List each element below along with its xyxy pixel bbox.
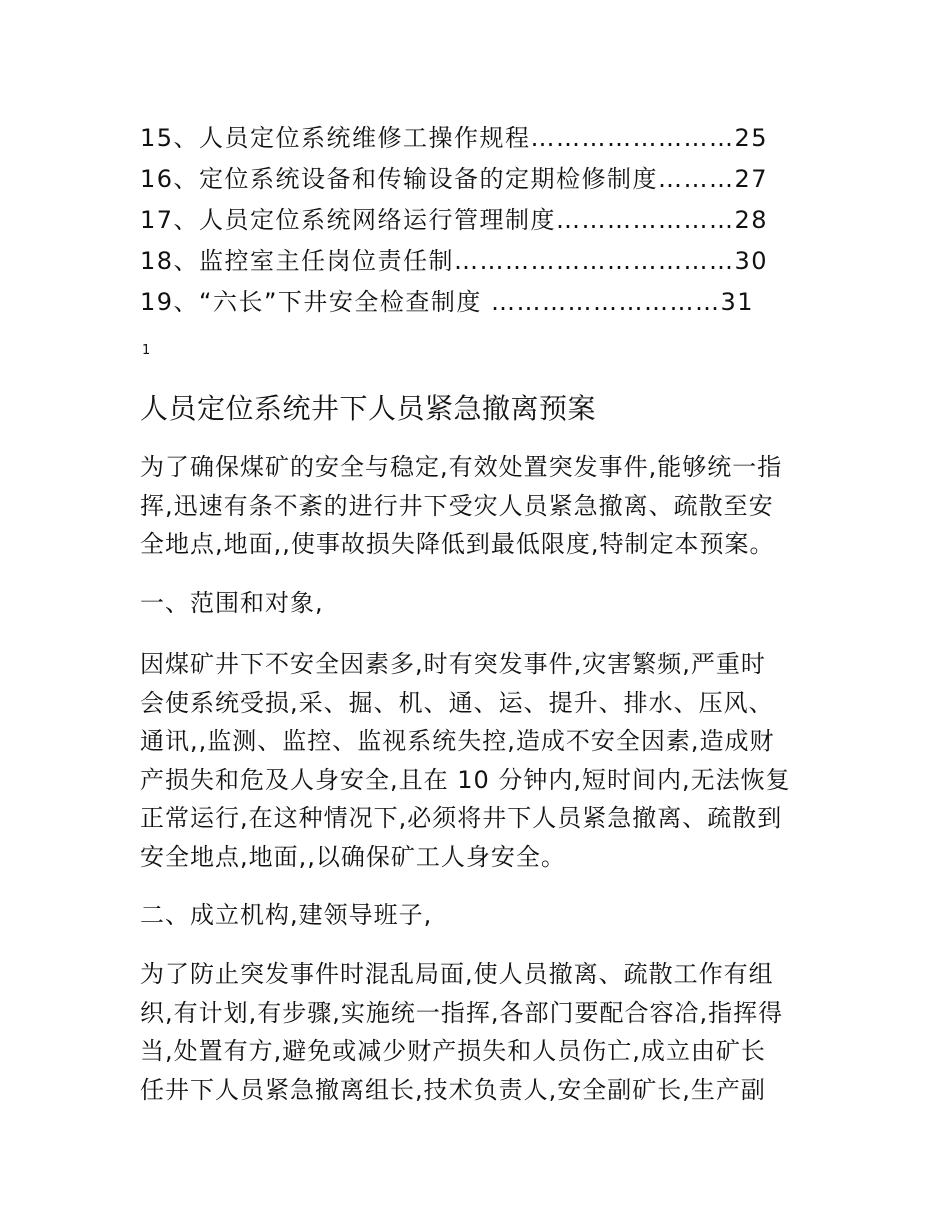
intro-line: 为了确保煤矿的安全与稳定,有效处置突发事件,能够统一指: [140, 453, 783, 481]
toc-item-16[interactable]: 16、定位系统设备和传输设备的定期检修制度………27: [140, 165, 769, 193]
body-line: 产损失和危及人身安全,且在 10 分钟内,短时间内,无法恢复: [140, 765, 791, 794]
table-of-contents: [140, 118, 830, 323]
toc-item-17[interactable]: 17、人员定位系统网络运行管理制度…………………28: [140, 206, 769, 234]
intro-paragraph: [140, 448, 816, 564]
body-line: 安全地点,地面,,以确保矿工人身安全。: [140, 842, 566, 871]
body-line: 当,处置有方,避免或减少财产损失和人员伤亡,成立由矿长: [140, 1037, 766, 1066]
body-line: 会使系统受损,采、掘、机、通、运、提升、排水、压风、: [140, 688, 774, 717]
body-line: 任井下人员紧急撤离组长,技术负责人,安全副矿长,生产副: [140, 1075, 766, 1104]
body-line: 为了防止突发事件时混乱局面,使人员撤离、疏散工作有组: [140, 960, 774, 988]
intro-line: 挥,迅速有条不紊的进行井下受灾人员紧急撤离、疏散至安: [140, 491, 774, 520]
section-heading-text: 一、范围和对象,: [140, 589, 324, 617]
toc-item-15[interactable]: 15、人员定位系统维修工操作规程……………………25: [140, 124, 769, 152]
body-line: 因煤矿井下不安全因素多,时有突发事件,灾害繁频,严重时: [140, 650, 766, 678]
body-line: 正常运行,在这种情况下,必须将井下人员紧急撤离、疏散到: [140, 804, 783, 833]
body-line: 通讯,,监测、监控、监视系统失控,造成不安全因素,造成财: [140, 727, 775, 756]
toc-item-19[interactable]: 19、“六长”下井安全检查制度 ………………………31: [140, 288, 755, 316]
section-heading-text: 二、成立机构,建领导班子,: [140, 901, 433, 929]
section-1-heading: [140, 584, 816, 623]
document-title: 人员定位系统井下人员紧急撤离预案: [140, 392, 597, 425]
section-1-body: [140, 645, 816, 877]
body-line: 织,有计划,有步骤,实施统一指挥,各部门要配合容冾,指挥得: [140, 998, 784, 1027]
section-2-heading: [140, 896, 816, 935]
section-2-body: [140, 955, 816, 1109]
toc-item-18[interactable]: 18、监控室主任岗位责任制……………………………30: [140, 247, 769, 275]
intro-line: 全地点,地面,,使事故损失降低到最低限度,特制定本预案。: [140, 530, 775, 559]
page-number: 1: [142, 343, 151, 358]
